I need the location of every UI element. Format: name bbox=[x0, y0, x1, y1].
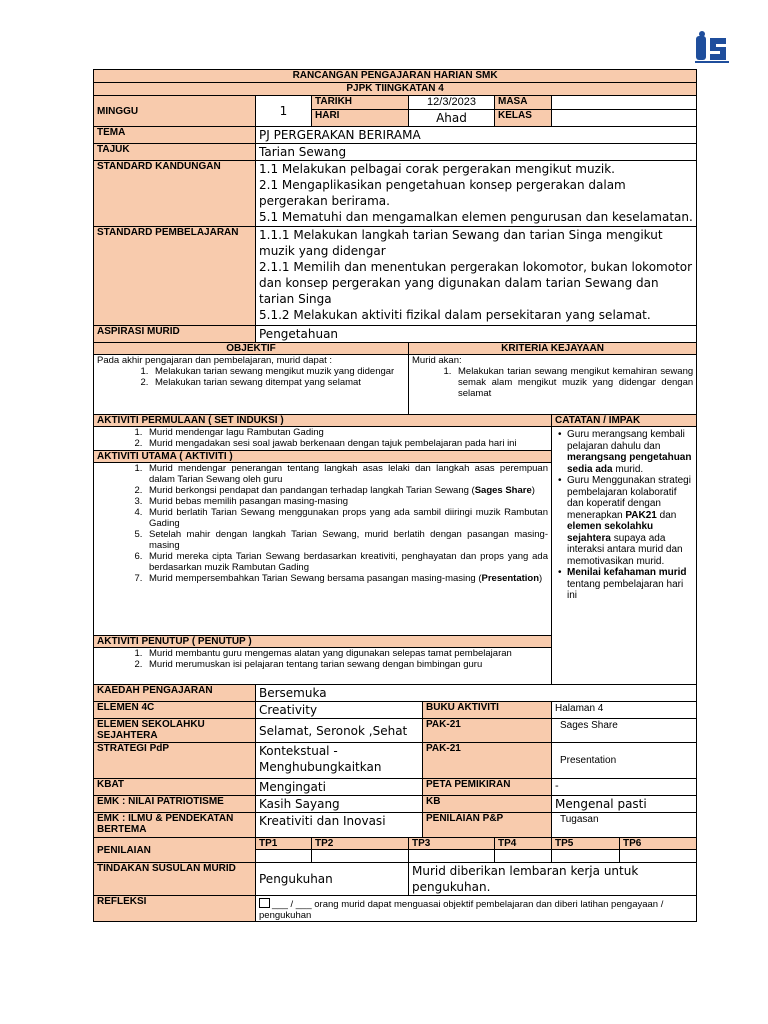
kb-label: KB bbox=[423, 796, 552, 813]
kriteria-item: 1. Melakukan tarian sewang mengikut kemahiran sewang semak alam mengikut muzik yang didengar dengan selamat bbox=[454, 366, 693, 399]
standard-kandungan-label: STANDARD KANDUNGAN bbox=[94, 161, 256, 227]
kriteria-body bbox=[409, 355, 697, 415]
catatan-item: • Menilai kefahaman murid tentang pembelajaran hari ini bbox=[567, 567, 693, 602]
penilaian-pp-value: Tugasan bbox=[552, 813, 697, 838]
tp-header: TP4 bbox=[495, 838, 552, 850]
sk-line: 5.1 Mematuhi dan mengamalkan elemen pengurusan dan keselamatan. bbox=[259, 210, 693, 224]
minggu-value: 1 bbox=[256, 96, 312, 127]
sekolahku-value: Selamat, Seronok ,Sehat bbox=[256, 719, 423, 743]
tp-header: TP3 bbox=[409, 838, 495, 850]
plan-subtitle: PJPK TIINGKATAN 4 bbox=[94, 83, 697, 96]
pak21-value: Sages Share bbox=[552, 719, 697, 743]
kaedah-value: Bersemuka bbox=[256, 685, 697, 702]
kelas-value bbox=[552, 110, 697, 127]
patriotisme-value: Kasih Sayang bbox=[256, 796, 423, 813]
tindakan-value: Pengukuhan bbox=[256, 863, 409, 896]
utama-item: 7. Murid mempersembahkan Tarian Sewang bersama pasangan masing-masing (Presentation) bbox=[145, 573, 548, 584]
strategi-value: Kontekstual - Menghubungkaitkan bbox=[256, 743, 423, 779]
minggu-label: MINGGU bbox=[94, 96, 256, 127]
utama-item: 5. Setelah mahir dengan langkah Tarian Sewang, murid berlatih dengan pasangan masing-masing bbox=[145, 529, 548, 551]
tp-cell bbox=[495, 850, 552, 863]
utama-header: AKTIVITI UTAMA ( AKTIVITI ) bbox=[94, 451, 552, 463]
hari-value: Ahad bbox=[409, 110, 495, 127]
tajuk-label: TAJUK bbox=[94, 144, 256, 161]
utama-item: 4. Murid berlatih Tarian Sewang menggunakan props yang ada sambil diiringi muzik Rambutan Gading bbox=[145, 507, 548, 529]
plan-title: RANCANGAN PENGAJARAN HARIAN SMK bbox=[94, 70, 697, 83]
pak21-value: Presentation bbox=[552, 743, 697, 779]
tp-header: TP5 bbox=[552, 838, 620, 850]
sp-line: 2.1.1 Memilih dan menentukan pergerakan lokomotor, bukan lokomotor dan konsep pergerakan yang digunakan dalam tarian Sewang dan tarian Singa bbox=[259, 260, 693, 306]
aspirasi-value: Pengetahuan bbox=[256, 326, 697, 343]
strategi-label: STRATEGI PdP bbox=[94, 743, 256, 779]
masa-label: MASA bbox=[495, 96, 552, 110]
utama-item: 6. Murid mereka cipta Tarian Sewang berdasarkan kreativiti, penghayatan dan props yang ada berdasarkan muzik Rambutan Gading bbox=[145, 551, 548, 573]
penutup-header: AKTIVITI PENUTUP ( PENUTUP ) bbox=[94, 636, 552, 648]
lesson-plan-table bbox=[93, 69, 697, 922]
tp-header: TP2 bbox=[312, 838, 409, 850]
kbat-value: Mengingati bbox=[256, 779, 423, 796]
sp-line: 5.1.2 Melakukan aktiviti fizikal dalam persekitaran yang selamat. bbox=[259, 308, 651, 322]
utama-item: 2. Murid berkongsi pendapat dan pandangan terhadap langkah Tarian Sewang (Sages Share) bbox=[145, 485, 548, 496]
kaedah-label: KAEDAH PENGAJARAN bbox=[94, 685, 256, 702]
elemen4c-label: ELEMEN 4C bbox=[94, 702, 256, 719]
peta-label: PETA PEMIKIRAN bbox=[423, 779, 552, 796]
utama-body bbox=[94, 463, 552, 636]
tindakan-note: Murid diberikan lembaran kerja untuk pengukuhan. bbox=[409, 863, 697, 896]
patriotisme-label: EMK : NILAI PATRIOTISME bbox=[94, 796, 256, 813]
utama-item: 3. Murid bebas memilih pasangan masing-masing bbox=[145, 496, 548, 507]
sk-line: 2.1 Mengaplikasikan pengetahuan konsep pergerakan dalam pergerakan berirama. bbox=[259, 178, 626, 208]
masa-value bbox=[552, 96, 697, 110]
tindakan-label: TINDAKAN SUSULAN MURID bbox=[94, 863, 256, 896]
buku-label: BUKU AKTIVITI bbox=[423, 702, 552, 719]
catatan-body bbox=[552, 427, 697, 685]
catatan-item: • Guru Menggunakan strategi pembelajaran kolaboratif dan koperatif dengan menerapkan PAK21 dan elemen sekolahku sejahtera supaya ada interaksi antara murid dan memotivasikan murid. bbox=[567, 475, 693, 567]
standard-pembelajaran-label: STANDARD PEMBELAJARAN bbox=[94, 227, 256, 326]
pak21-label: PAK-21 bbox=[423, 743, 552, 779]
kelas-label: KELAS bbox=[495, 110, 552, 127]
sk-line: 1.1 Melakukan pelbagai corak pergerakan mengikut muzik. bbox=[259, 162, 615, 176]
tp-cell bbox=[312, 850, 409, 863]
buku-value: Halaman 4 bbox=[552, 702, 697, 719]
school-logo bbox=[694, 30, 730, 66]
utama-item: 1. Murid mendengar penerangan tentang langkah asas lelaki dan langkah asas perempuan dalam Tarian Sewang oleh guru bbox=[145, 463, 548, 485]
hari-label: HARI bbox=[312, 110, 409, 127]
tema-label: TEMA bbox=[94, 127, 256, 144]
kriteria-header: KRITERIA KEJAYAAN bbox=[409, 343, 697, 355]
refleksi-label: REFLEKSI bbox=[94, 896, 256, 922]
checkbox[interactable] bbox=[259, 898, 270, 908]
permulaan-item: 2. Murid mengadakan sesi soal jawab berkenaan dengan tajuk pembelajaran pada hari ini bbox=[145, 438, 548, 449]
permulaan-body bbox=[94, 427, 552, 451]
tarikh-label: TARIKH bbox=[312, 96, 409, 110]
pak21-label: PAK-21 bbox=[423, 719, 552, 743]
ilmu-label: EMK : ILMU & PENDEKATAN BERTEMA bbox=[94, 813, 256, 838]
kriteria-intro: Murid akan: bbox=[412, 355, 462, 366]
tajuk-value: Tarian Sewang bbox=[256, 144, 697, 161]
objektif-intro: Pada akhir pengajaran dan pembelajaran, murid dapat : bbox=[97, 355, 333, 366]
penutup-item: 1. Murid membantu guru mengemas alatan yang digunakan selepas tamat pembelajaran bbox=[145, 648, 548, 659]
objektif-body bbox=[94, 355, 409, 415]
tp-cell bbox=[552, 850, 620, 863]
objektif-item: 2. Melakukan tarian sewang ditempat yang selamat bbox=[151, 377, 405, 388]
sekolahku-label: ELEMEN SEKOLAHKU SEJAHTERA bbox=[94, 719, 256, 743]
refleksi-body bbox=[256, 896, 697, 922]
elemen4c-value: Creativity bbox=[256, 702, 423, 719]
refleksi-text: ___ / ___ orang murid dapat menguasai objektif pembelajaran dan diberi latihan pengayaan / pengukuhan bbox=[259, 899, 664, 921]
penutup-body bbox=[94, 648, 552, 685]
standard-kandungan-value bbox=[256, 161, 697, 227]
sp-line: 1.1.1 Melakukan langkah tarian Sewang dan tarian Singa mengikut muzik yang didengar bbox=[259, 228, 663, 258]
permulaan-item: 1. Murid mendengar lagu Rambutan Gading bbox=[145, 427, 548, 438]
tp-cell bbox=[620, 850, 697, 863]
penilaian-label: PENILAIAN bbox=[94, 838, 256, 863]
penutup-item: 2. Murid merumuskan isi pelajaran tentang tarian sewang dengan bimbingan guru bbox=[145, 659, 548, 670]
kbat-label: KBAT bbox=[94, 779, 256, 796]
penilaian-pp-label: PENILAIAN P&P bbox=[423, 813, 552, 838]
objektif-header: OBJEKTIF bbox=[94, 343, 409, 355]
kb-value: Mengenal pasti bbox=[552, 796, 697, 813]
tp-cell bbox=[256, 850, 312, 863]
catatan-item: • Guru merangsang kembali pelajaran dahulu dan merangsang pengetahuan sedia ada murid. bbox=[567, 429, 693, 475]
aspirasi-label: ASPIRASI MURID bbox=[94, 326, 256, 343]
objektif-item: 1. Melakukan tarian sewang mengikut muzik yang didengar bbox=[151, 366, 405, 377]
tp-header: TP1 bbox=[256, 838, 312, 850]
tp-cell bbox=[409, 850, 495, 863]
peta-value: - bbox=[552, 779, 697, 796]
ilmu-value: Kreativiti dan Inovasi bbox=[256, 813, 423, 838]
standard-pembelajaran-value bbox=[256, 227, 697, 326]
permulaan-header: AKTIVITI PERMULAAN ( SET INDUKSI ) bbox=[94, 415, 552, 427]
tarikh-value: 12/3/2023 bbox=[409, 96, 495, 110]
catatan-header: CATATAN / IMPAK bbox=[552, 415, 697, 427]
tp-header: TP6 bbox=[620, 838, 697, 850]
tema-value: PJ PERGERAKAN BERIRAMA bbox=[256, 127, 697, 144]
